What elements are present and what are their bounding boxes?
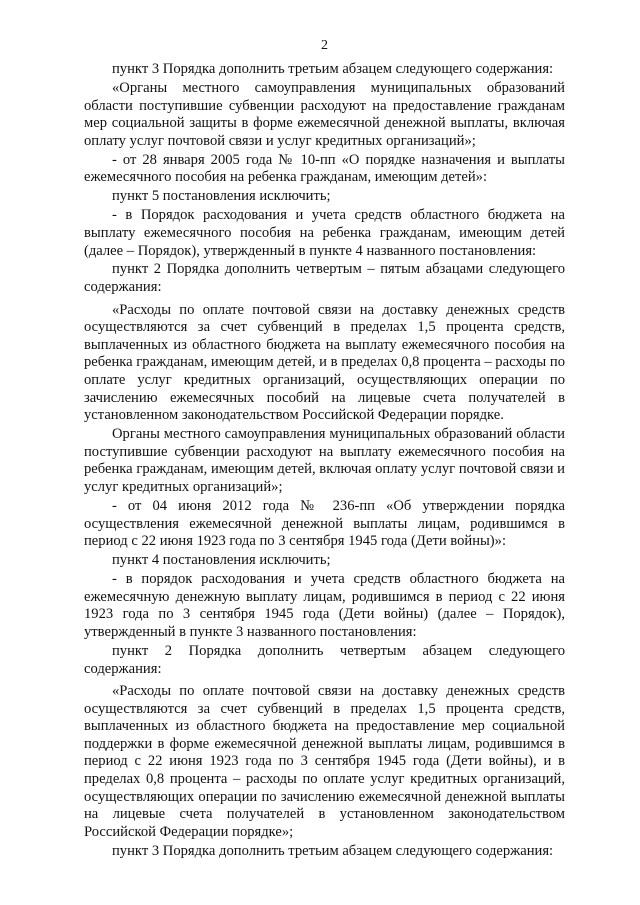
paragraph-12: пункт 2 Порядка дополнить четвертым абзацем следующего содержания: [84,642,565,677]
paragraph-7: «Расходы по оплате почтовой связи на доставку денежных средств осуществляются за счет субвенций в пределах 1,5 процента средств, выплаченных из областного бюджета на выплату ежемесячного пособия на ребенка гражданам, имеющим детей, и в пределах 0,8 процента – расходы по оплате услуг кредитных организаций, осуществляющих операции по зачислению ежемесячных пособий на лицевые счета получателей в установленном законодательством Российской Федерации порядке. [84,301,565,424]
paragraph-3: - от 28 января 2005 года № 10-пп «О порядке назначения и выплаты ежемесячного пособия на ребенка гражданам, имеющим детей»: [84,151,565,186]
paragraph-2: «Органы местного самоуправления муниципальных образований области поступившие субвенции расходуют на предоставление гражданам мер социальной защиты в форме ежемесячной денежной выплаты, включая оплату услуг почтовой связи и услуг кредитных организаций»; [84,79,565,149]
paragraph-5: - в Порядок расходования и учета средств областного бюджета на выплату ежемесячного пособия на ребенка гражданам, имеющим детей (далее – Порядок), утвержденный в пункте 4 названного постановления: [84,207,565,259]
page-number: 2 [321,38,328,53]
paragraph-9: - от 04 июня 2012 года № 236-пп «Об утверждении порядка осуществления ежемесячной денежной выплаты лицам, родившимся в период с 22 июня 1923 года по 3 сентября 1945 года (Дети войны)»: [84,497,565,550]
paragraph-6: пункт 2 Порядка дополнить четвертым – пятым абзацами следующего содержания: [84,261,565,296]
paragraph-11: - в порядок расходования и учета средств областного бюджета на ежемесячную денежную выплату лицам, родившимся в период с 22 июня 1923 года по 3 сентября 1945 года (Дети войны) (далее – Порядок), утвержденный в пункте 3 названного постановления: [84,571,565,640]
paragraph-1: пункт 3 Порядка дополнить третьим абзацем следующего содержания: [112,61,554,77]
paragraph-10: пункт 4 постановления исключить; [112,552,331,569]
paragraph-8: Органы местного самоуправления муниципальных образований области поступившие субвенции расходуют на выплату ежемесячного пособия на ребенка гражданам, имеющим детей, включая оплату услуг почтовой связи и услуг кредитных организаций»; [84,426,565,495]
paragraph-14: пункт 3 Порядка дополнить третьим абзацем следующего содержания: [112,842,554,859]
paragraph-13: «Расходы по оплате почтовой связи на доставку денежных средств осуществляются за счет субвенций в пределах 1,5 процента средств, выплаченных из областного бюджета на предоставление мер социальной поддержки в форме ежемесячной денежной выплаты лицам, родившимся в период с 22 июня 1923 года по 3 сентября 1945 года (Дети войны), и в пределах 0,8 процента – расходы по оплате услуг кредитных организаций, осуществляющих операции по зачислению ежемесячной денежной выплаты на лицевые счета получателей в установленном законодательством Российской Федерации порядке»; [84,683,565,840]
paragraph-4: пункт 5 постановления исключить; [112,188,331,205]
